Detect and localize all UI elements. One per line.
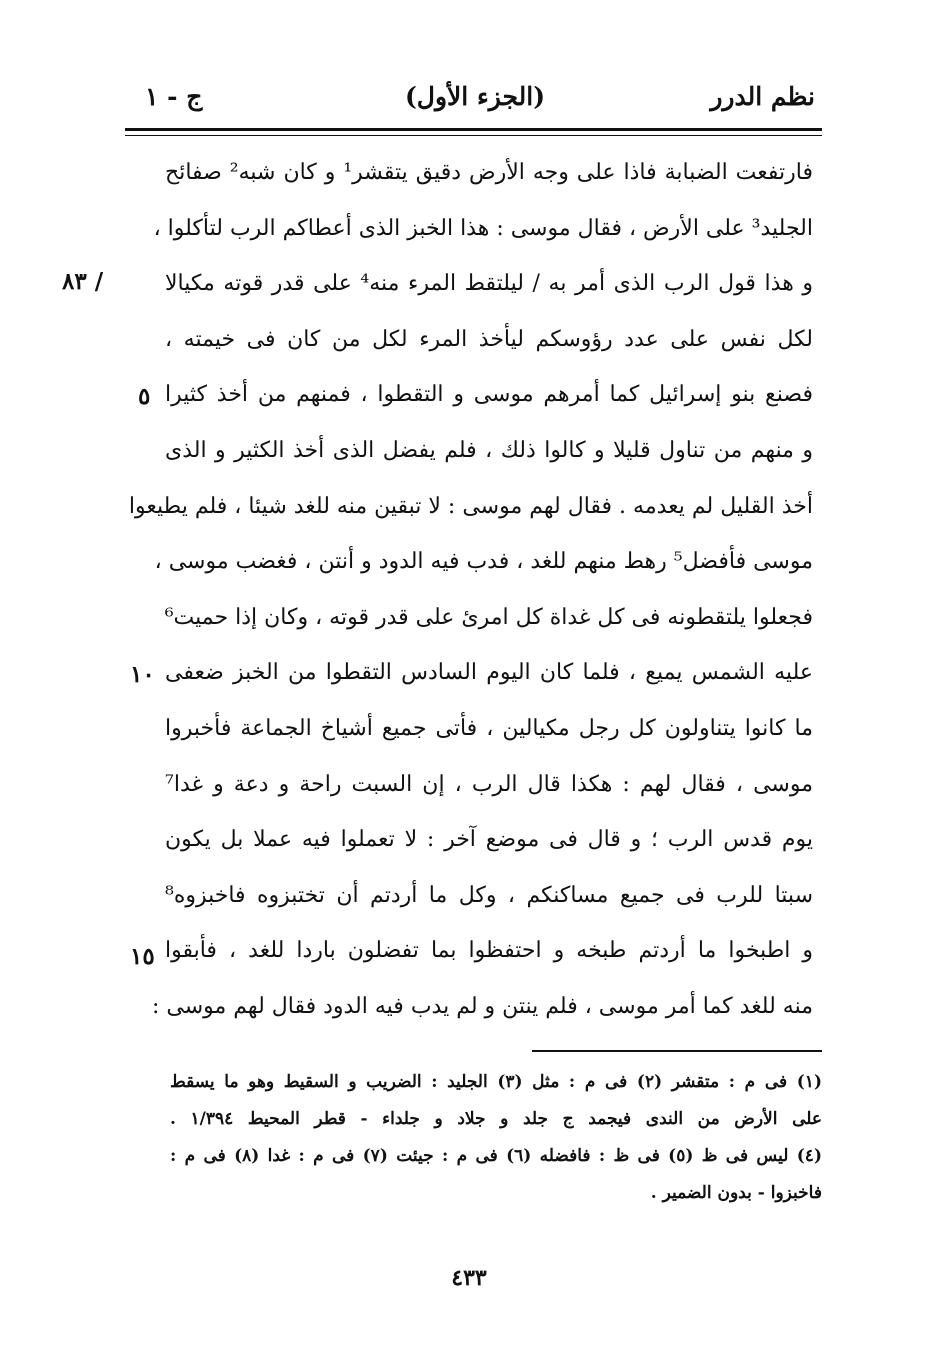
line-number-15: ١٥	[130, 943, 155, 970]
text-line: موسى فأفضل⁵ رهط منهم للغد ، فدب فيه الدود و أنتن ، فغضب موسى ،	[154, 549, 813, 575]
text-line: عليه الشمس يميع ، فلما كان اليوم السادس التقطوا من الخبز ضعفى	[165, 660, 813, 686]
footnote-line: (٤) ليس فى ظ (٥) فى ظ : فافضله (٦) فى م : جيئت (٧) فى م : غدا (٨) فى م :	[170, 1146, 822, 1166]
line-number-5: ٥	[138, 383, 151, 410]
text-line: فصنع بنو إسرائيل كما أمرهم موسى و التقطوا ، فمنهم من أخذ كثيرا	[165, 382, 813, 408]
line-number-10: ١٠	[130, 661, 155, 688]
text-line: و اطبخوا ما أردتم طبخه و احتفظوا بما تفضلون باردا للغد ، فأبقوا	[165, 938, 813, 964]
header-rule-thin	[125, 135, 822, 136]
footnote-rule	[532, 1050, 822, 1052]
header-rule-thick	[125, 128, 822, 131]
text-line: ما كانوا يتناولون كل رجل مكيالين ، فأتى جميع أشياخ الجماعة فأخبروا	[165, 715, 813, 741]
text-line: و منهم من تناول قليلا و كالوا ذلك ، فلم يفضل الذى أخذ الكثير و الذى	[165, 437, 813, 463]
text-line: فارتفعت الضبابة فاذا على وجه الأرض دقيق يتقشر¹ و كان شبه² صفائح	[165, 160, 813, 185]
text-line: أخذ القليل لم يعدمه . فقال لهم موسى : لا تبقين منه للغد شيئا ، فلم يطيعوا	[128, 493, 813, 519]
volume-label: ج - ١	[145, 82, 203, 111]
text-line: فجعلوا يلتقطونه فى كل غداة كل امرئ على قدر قوته ، وكان إذا حميت⁶	[164, 604, 813, 630]
text-line: سبتا للرب فى جميع مساكنكم ، وكل ما أردتم أن تختبزوه فاخبزوه⁸	[165, 882, 813, 908]
book-title: نظم الدرر	[710, 82, 815, 111]
text-line: لكل نفس على عدد رؤوسكم ليأخذ المرء لكل من كان فى خيمته ،	[165, 326, 813, 352]
folio-marker: / ٨٣	[62, 268, 104, 295]
part-label: (الجزء الأول)	[404, 82, 546, 111]
footnote-line: (١) فى م : متقشر (٢) فى م : مثل (٣) الجليد : الضريب و السقيط وهو ما يسقط	[170, 1072, 822, 1092]
footnotes	[170, 1064, 822, 1212]
text-line: منه للغد كما أمر موسى ، فلم ينتن و لم يدب فيه الدود فقال لهم موسى :	[151, 993, 813, 1019]
text-line: و هذا قول الرب الذى أمر به / ليلتقط المرء منه⁴ على قدر قوته مكيالا	[165, 271, 814, 297]
footnote-line: على الأرض من الندى فيجمد ج جلد و جلاد و جلداء - قطر المحيط ١/٣٩٤ .	[170, 1109, 823, 1129]
page-number: ٤٣٣	[451, 1265, 487, 1291]
footnote-line: فاخبزوا - بدون الضمير .	[650, 1183, 822, 1203]
text-line: يوم قدس الرب ؛ و قال فى موضع آخر : لا تعملوا فيه عملا بل يكون	[165, 827, 813, 853]
text-line: موسى ، فقال لهم : هكذا قال الرب ، إن السبت راحة و دعة و غدا⁷	[165, 771, 813, 797]
text-line: الجليد³ على الأرض ، فقال موسى : هذا الخبز الذى أعطاكم الرب لتأكلوا ،	[153, 215, 813, 241]
running-header	[125, 82, 825, 126]
